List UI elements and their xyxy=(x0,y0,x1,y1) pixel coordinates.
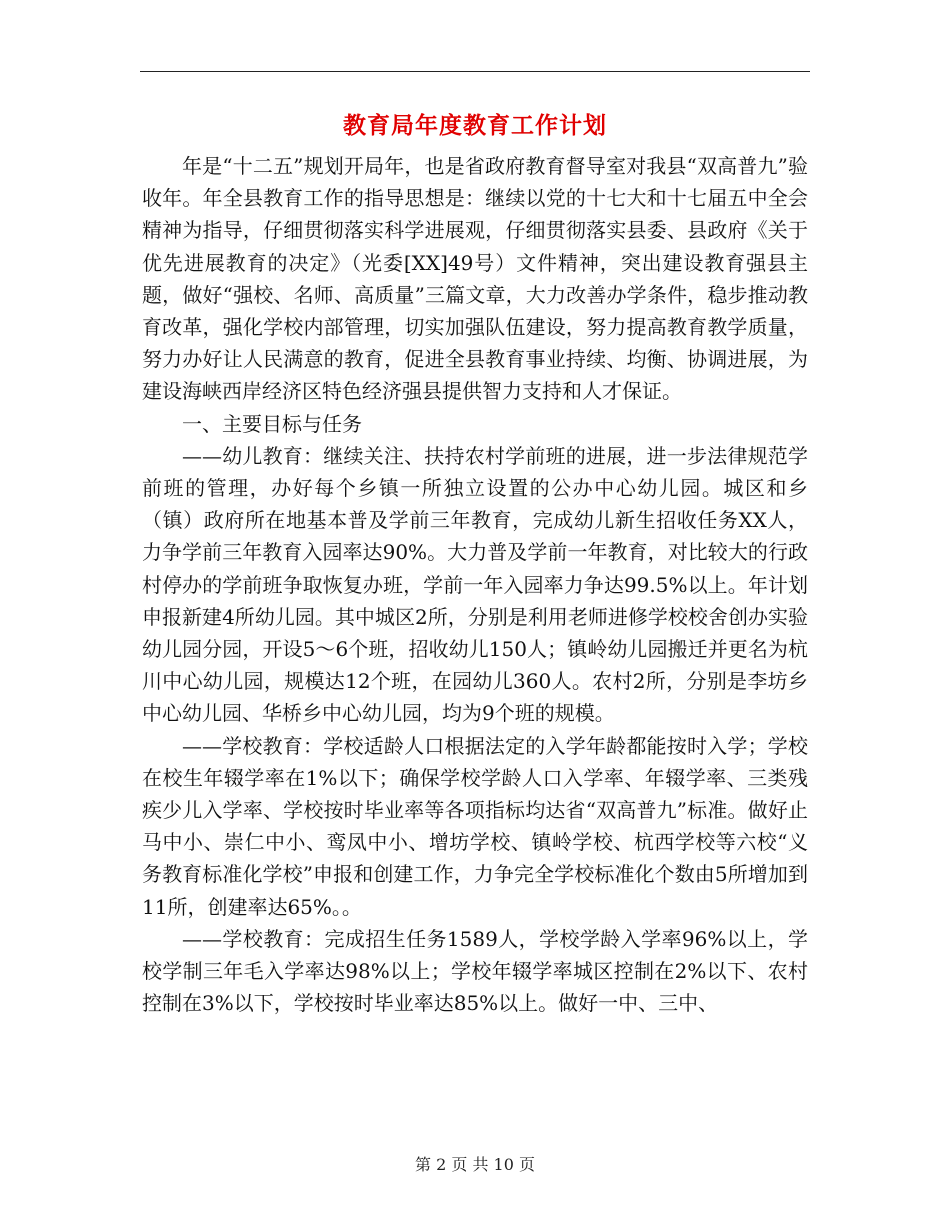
paragraph-preschool-education: ——幼儿教育：继续关注、扶持农村学前班的进展，进一步法律规范学前班的管理，办好每个乡镇一所独立设置的公办中心幼儿园。城区和乡（镇）政府所在地基本普及学前三年教育，完成幼儿新生招收任务XX人，力争学前三年教育入园率达90%。大力普及学前一年教育，对比较大的行政村停办的学前班争取恢复办班，学前一年入园率力争达99.5%以上。年计划申报新建4所幼儿园。其中城区2所，分别是利用老师进修学校校舍创办实验幼儿园分园，开设5～6个班，招收幼儿150人；镇岭幼儿园搬迁并更名为杭川中心幼儿园，规模达12个班，在园幼儿360人。农村2所，分别是李坊乡中心幼儿园、华桥乡中心幼儿园，均为9个班的规模。 xyxy=(142,443,808,726)
paragraph-school-education-secondary: ——学校教育：完成招生任务1589人，学校学龄入学率96%以上，学校学制三年毛入学率达98%以上；学校年辍学率城区控制在2%以下、农村控制在3%以下，学校按时毕业率达85%以上。做好一中、三中、 xyxy=(142,926,808,1016)
page-footer xyxy=(140,1154,810,1176)
footer-prefix: 第 xyxy=(414,1155,431,1174)
footer-total-pages: 10 xyxy=(493,1155,514,1174)
paragraph-guiding-ideology: 年是“十二五”规划开局年，也是省政府教育督导室对我县“双高普九”验收年。年全县教育工作的指导思想是：继续以党的十七大和十七届五中全会精神为指导，仔细贯彻落实科学进展观，仔细贯彻落实县委、县政府《关于优先进展教育的决定》（光委[XX]49号）文件精神，突出建设教育强县主题，做好“强校、名师、高质量”三篇文章，大力改善办学条件，稳步推动教育改革，强化学校内部管理，切实加强队伍建设，努力提高教育教学质量，努力办好让人民满意的教育，促进全县教育事业持续、均衡、协调进展，为建设海峡西岸经济区特色经济强县提供智力支持和人才保证。 xyxy=(142,154,808,404)
document-body xyxy=(142,150,808,1019)
footer-suffix: 页 xyxy=(519,1155,536,1174)
section-heading-goals: 一、主要目标与任务 xyxy=(182,411,362,436)
header-rule xyxy=(140,71,810,72)
document-title: 教育局年度教育工作计划 xyxy=(343,112,607,139)
footer-middle: 页 共 xyxy=(451,1155,489,1174)
paragraph-school-education-compulsory: ——学校教育：学校适龄人口根据法定的入学年龄都能按时入学；学校在校生年辍学率在1%以下；确保学校学龄人口入学率、年辍学率、三类残疾少儿入学率、学校按时毕业率等各项指标均达省“双高普九”标准。做好止马中小、崇仁中小、鸾凤中小、增坊学校、镇岭学校、杭西学校等六校“义务教育标准化学校”申报和创建工作，力争完全学校标准化个数由5所增加到11所，创建率达65%。。 xyxy=(142,733,808,919)
footer-current-page: 2 xyxy=(436,1155,447,1174)
